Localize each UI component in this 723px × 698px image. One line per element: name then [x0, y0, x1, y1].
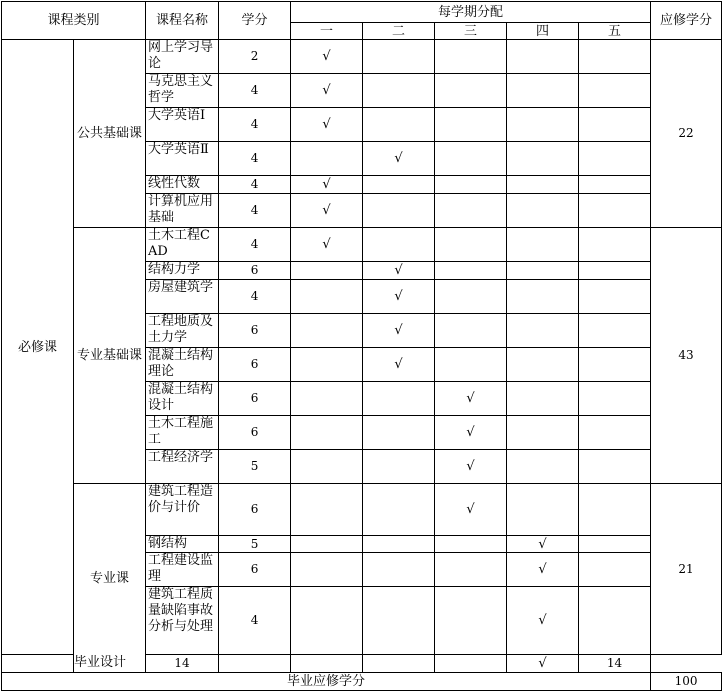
course-credits: 4	[219, 280, 291, 314]
course-name: 工程地质及土力学	[146, 314, 219, 348]
table-row	[2, 40, 722, 74]
course-name: 毕业设计	[2, 655, 146, 673]
category-public-basic: 公共基础课	[74, 40, 146, 228]
course-credits: 4	[219, 176, 291, 194]
header-semester-5: 五	[579, 23, 651, 40]
semester-mark: √	[363, 314, 435, 348]
semester-mark: √	[363, 142, 435, 176]
course-credits: 4	[219, 587, 291, 655]
header-required-credits: 应修学分	[651, 2, 722, 40]
header-semester-3: 三	[435, 23, 507, 40]
course-name: 土木工程施工	[146, 416, 219, 450]
course-name: 房屋建筑学	[146, 280, 219, 314]
header-semester-4: 四	[507, 23, 579, 40]
course-credits: 4	[219, 194, 291, 228]
course-credits: 6	[219, 416, 291, 450]
footer-label: 毕业应修学分	[2, 673, 651, 691]
course-credits: 6	[219, 553, 291, 587]
header-semester-2: 二	[363, 23, 435, 40]
header-semester-group: 每学期分配	[291, 2, 651, 23]
course-name: 马克思主义哲学	[146, 74, 219, 108]
course-name: 钢结构	[146, 536, 219, 553]
course-credits: 6	[219, 314, 291, 348]
category-required: 必修课	[2, 40, 74, 655]
semester-mark: √	[291, 40, 363, 74]
course-credits: 2	[219, 40, 291, 74]
semester-mark: √	[435, 382, 507, 416]
course-credits: 6	[219, 348, 291, 382]
course-name: 大学英语Ⅱ	[146, 142, 219, 176]
course-credits: 6	[219, 484, 291, 536]
group-total-graduation: 14	[579, 655, 651, 673]
course-name: 建筑工程造价与计价	[146, 484, 219, 536]
curriculum-table	[1, 1, 722, 691]
semester-mark: √	[291, 108, 363, 142]
course-credits: 4	[219, 108, 291, 142]
semester-mark: √	[363, 262, 435, 280]
semester-mark: √	[291, 194, 363, 228]
group-total-public-basic: 22	[651, 40, 722, 228]
semester-mark: √	[363, 348, 435, 382]
course-credits: 14	[146, 655, 219, 673]
course-name: 建筑工程质量缺陷事故分析与处理	[146, 587, 219, 655]
table-footer-row	[2, 673, 722, 691]
category-professional: 专业课	[74, 484, 146, 673]
table-row	[2, 484, 722, 536]
course-credits: 5	[219, 450, 291, 484]
header-semester-1: 一	[291, 23, 363, 40]
semester-mark: √	[435, 416, 507, 450]
semester-mark: √	[435, 450, 507, 484]
table-row	[2, 655, 722, 673]
course-name: 大学英语Ⅰ	[146, 108, 219, 142]
header-credits: 学分	[219, 2, 291, 40]
semester-mark: √	[291, 176, 363, 194]
course-name: 结构力学	[146, 262, 219, 280]
category-professional-basic: 专业基础课	[74, 228, 146, 484]
semester-mark: √	[291, 74, 363, 108]
course-name: 混凝土结构理论	[146, 348, 219, 382]
course-credits: 6	[219, 262, 291, 280]
semester-mark: √	[507, 536, 579, 553]
group-total-professional-basic: 43	[651, 228, 722, 484]
footer-total: 100	[651, 673, 722, 691]
semester-mark: √	[291, 228, 363, 262]
course-name: 网上学习导论	[146, 40, 219, 74]
semester-mark: √	[507, 587, 579, 655]
course-credits: 4	[219, 74, 291, 108]
course-name: 混凝土结构设计	[146, 382, 219, 416]
table-row	[2, 228, 722, 262]
course-credits: 4	[219, 228, 291, 262]
semester-mark: √	[507, 655, 579, 673]
course-credits: 6	[219, 382, 291, 416]
course-credits: 5	[219, 536, 291, 553]
course-name: 工程建设监理	[146, 553, 219, 587]
course-name: 工程经济学	[146, 450, 219, 484]
semester-mark: √	[507, 553, 579, 587]
header-course-name: 课程名称	[146, 2, 219, 40]
course-name: 线性代数	[146, 176, 219, 194]
course-name: 土木工程CAD	[146, 228, 219, 262]
semester-mark: √	[435, 484, 507, 536]
header-category: 课程类别	[2, 2, 146, 40]
course-name: 计算机应用基础	[146, 194, 219, 228]
group-total-professional: 21	[651, 484, 722, 655]
course-credits: 4	[219, 142, 291, 176]
semester-mark: √	[363, 280, 435, 314]
